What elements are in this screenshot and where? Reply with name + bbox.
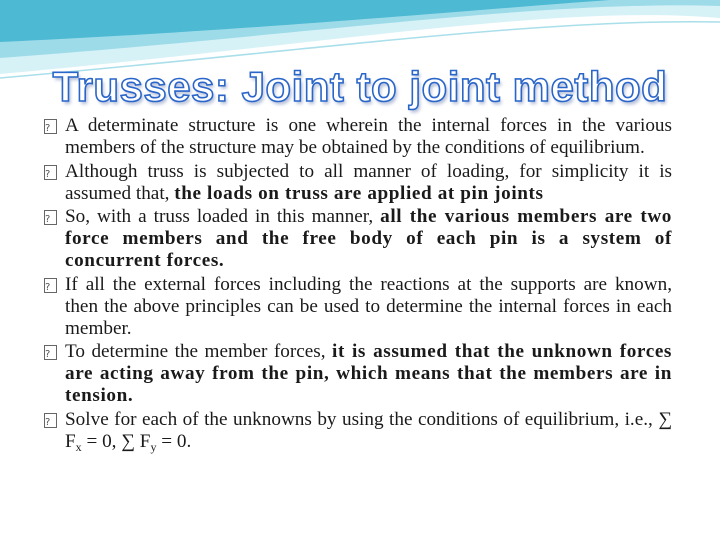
missing-glyph-icon [44,345,57,360]
bullet-text: A determinate structure is one wherein the internal forces in the various members of the structure may be obtained by the conditions of equilibrium. [65,115,672,158]
missing-glyph-icon [44,278,57,293]
missing-glyph-icon [44,413,57,428]
sum-fx: ∑ F [65,408,672,452]
missing-glyph-icon [44,165,57,180]
bullet-list [44,115,672,454]
bullet-item [44,115,672,159]
missing-glyph-icon [44,210,57,225]
bullet-item [44,206,672,272]
sum-fy: ∑ F [121,430,151,452]
slide-title: Trusses: Joint to joint method [52,63,668,110]
bullet-bold-text: the loads on truss are applied at pin joints [174,182,544,204]
bullet-item [44,341,672,407]
equals-zero: = 0. [156,430,192,452]
bullet-text: Although truss is subjected to all manner of loading, for simplicity it is assumed that, [65,160,672,204]
bullet-bold-text: it is assumed that the unknown forces are acting away from the pin, which means that the members are in tension. [65,341,672,406]
bullet-item [44,161,672,205]
bullet-text: Solve for each of the unknowns by using the conditions of equilibrium, i.e., [65,408,659,430]
bullet-text: So, with a truss loaded in this manner, [65,206,381,227]
bullet-text: If all the external forces including the reactions at the supports are known, then the above principles can be used to determine the internal forces in each member. [65,273,672,339]
bullet-item [44,409,672,453]
subscript-x: x [75,439,82,454]
bullet-text: To determine the member forces, [65,341,333,362]
bullet-bold-text: all the various members are two force members and the free body of each pin is a system of concurrent forces. [65,206,672,271]
missing-glyph-icon [44,119,57,134]
bullet-item [44,274,672,340]
subscript-y: y [150,439,157,454]
equals-zero: = 0, [81,430,122,452]
